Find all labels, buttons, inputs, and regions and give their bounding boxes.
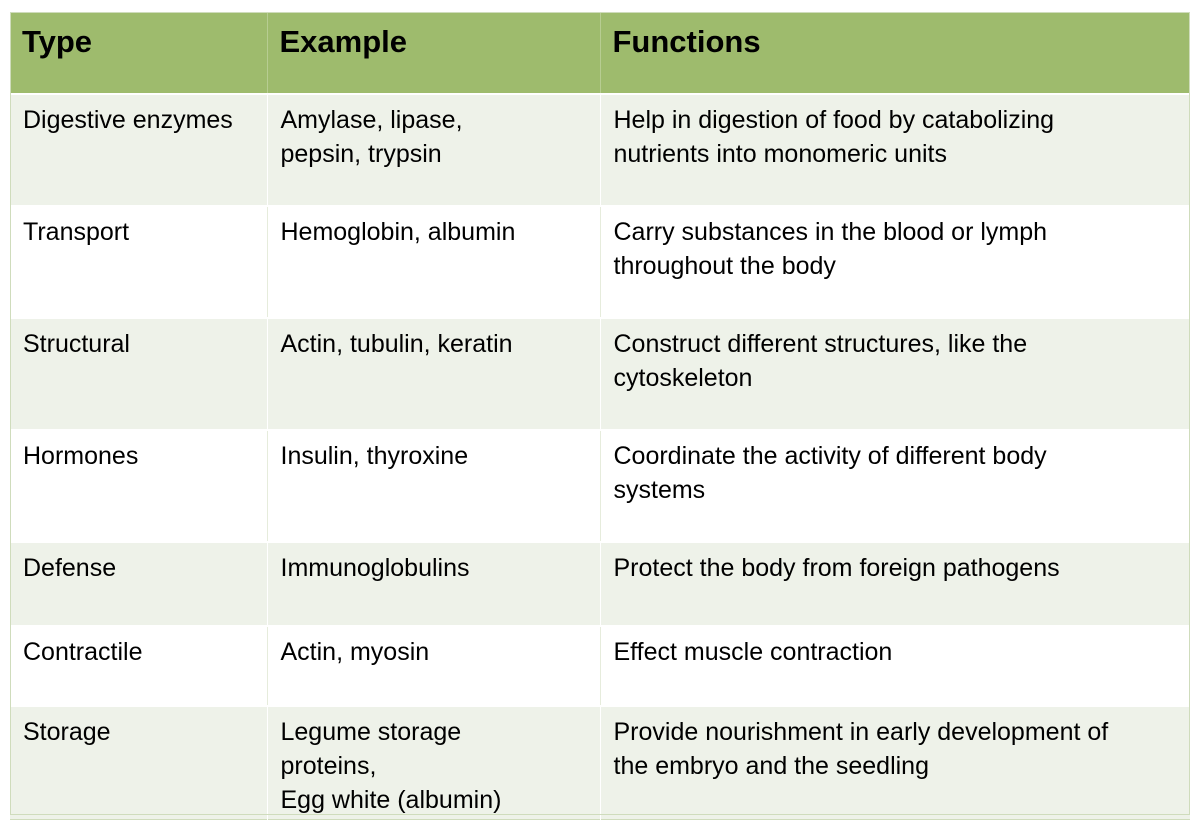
example-text: Hemoglobin, albumin (280, 218, 516, 246)
cell-function (600, 626, 1190, 706)
header-functions: Functions (600, 12, 1190, 94)
cell-example (267, 206, 600, 318)
type-text: Hormones (23, 442, 139, 470)
cell-type (10, 542, 267, 626)
table-header-row (10, 12, 1190, 94)
example-text: Actin, tubulin, keratin (280, 330, 513, 358)
function-text: Coordinate the activity of different body systems (613, 442, 1047, 504)
header-example: Example (267, 12, 600, 94)
cell-function (600, 206, 1190, 318)
cell-type (10, 318, 267, 430)
cell-type (10, 626, 267, 706)
cell-example (267, 318, 600, 430)
function-text: Effect muscle contraction (613, 638, 893, 666)
example-text: Actin, myosin (280, 638, 430, 666)
function-text: Carry substances in the blood or lymph throughout the body (613, 218, 1048, 280)
example-text: Amylase, lipase, pepsin, trypsin (280, 106, 463, 168)
type-text: Defense (23, 554, 117, 582)
table-row (10, 626, 1190, 706)
cell-example (267, 626, 600, 706)
type-text: Storage (23, 718, 111, 746)
function-text: Construct different structures, like the cytoskeleton (613, 330, 1028, 392)
cell-type (10, 706, 267, 819)
example-text: Legume storage proteins, Egg white (albumin) (280, 718, 502, 814)
function-text: Protect the body from foreign pathogens (613, 554, 1060, 582)
type-text: Transport (23, 218, 130, 246)
example-text: Insulin, thyroxine (280, 442, 469, 470)
cell-function (600, 318, 1190, 430)
cell-example (267, 94, 600, 206)
cell-example (267, 430, 600, 542)
type-text: Digestive enzymes (23, 106, 233, 134)
protein-types-table (10, 12, 1190, 820)
cell-type (10, 206, 267, 318)
table-row (10, 318, 1190, 430)
function-text: Provide nourishment in early development of the embryo and the seedling (613, 718, 1109, 780)
cell-function (600, 542, 1190, 626)
table-row (10, 206, 1190, 318)
cell-function (600, 430, 1190, 542)
table-row (10, 542, 1190, 626)
example-text: Immunoglobulins (280, 554, 470, 582)
cell-function (600, 94, 1190, 206)
function-text: Help in digestion of food by catabolizing nutrients into monomeric units (613, 106, 1055, 168)
table-row (10, 706, 1190, 819)
cell-function (600, 706, 1190, 819)
type-text: Contractile (23, 638, 143, 666)
protein-types-table-container (10, 12, 1190, 815)
table-row (10, 430, 1190, 542)
cell-example (267, 706, 600, 819)
header-type: Type (10, 12, 267, 94)
cell-type (10, 430, 267, 542)
table-row (10, 94, 1190, 206)
cell-example (267, 542, 600, 626)
type-text: Structural (23, 330, 130, 358)
cell-type (10, 94, 267, 206)
